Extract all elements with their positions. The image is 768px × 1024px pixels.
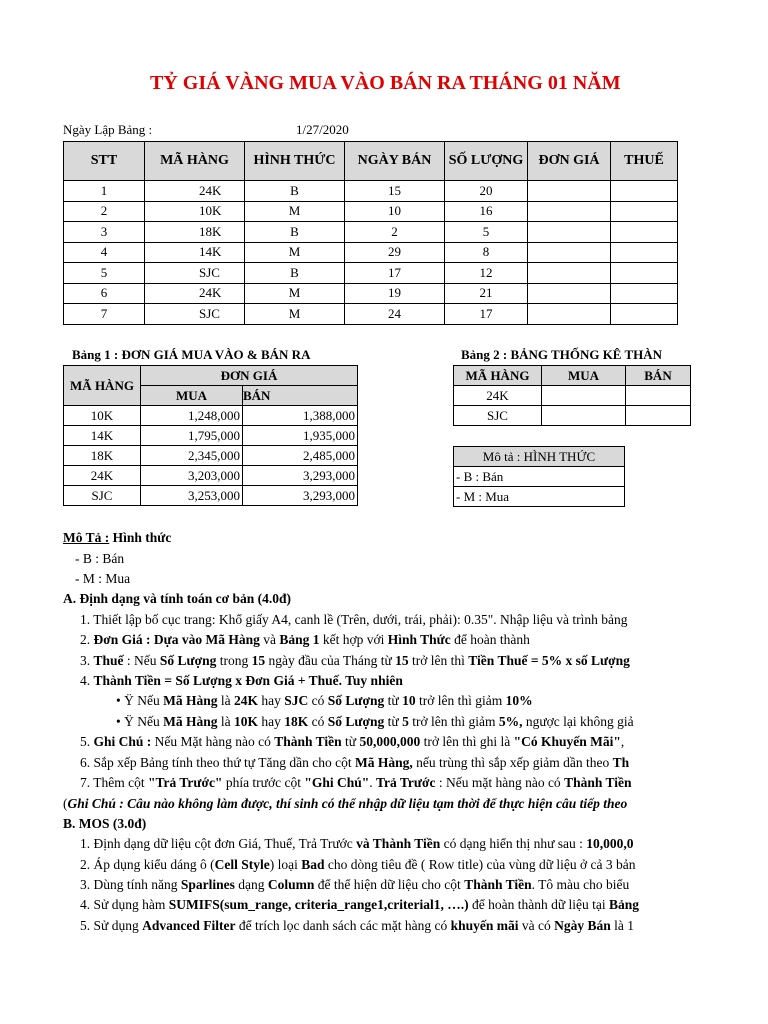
table1-caption: Bảng 1 : ĐƠN GIÁ MUA VÀO & BÁN RA: [72, 347, 311, 362]
main-table-row: [64, 242, 678, 263]
mota-heading: Mô Tả :: [63, 530, 110, 545]
main-cell: 1: [64, 181, 145, 202]
main-cell: 20: [445, 181, 528, 202]
price-code-cell: 18K: [64, 446, 141, 466]
price-code-cell: 10K: [64, 406, 141, 426]
price-value-cell: 1,248,000: [141, 406, 243, 426]
mota-b: - B : Bán: [75, 551, 125, 566]
main-cell: 24: [345, 304, 445, 325]
section-a-item7: 7. Thêm cột "Trả Trước" phía trước cột "Ghi Chú". Trả Trước : Nếu mặt hàng nào có Thành Tiền: [80, 775, 632, 790]
main-cell: [611, 201, 678, 222]
t2-header-ma-hang: MÃ HÀNG: [454, 366, 542, 386]
main-cell: 24K: [145, 283, 245, 304]
section-a-item1: 1. Thiết lập bố cục trang: Khổ giấy A4, canh lề (Trên, dưới, trái, phải): 0.35". Nhập liệu và trình bảng: [80, 612, 628, 627]
price-value-cell: 3,293,000: [243, 466, 358, 486]
main-table-header-row: [64, 142, 678, 181]
main-table-row: [64, 283, 678, 304]
section-b-item2: 2. Áp dụng kiểu dáng ô (Cell Style) loại Bad cho dòng tiêu đề ( Row title) của vùng dữ liệu ở cả 3 bản: [80, 857, 636, 872]
t1-header-ban: BÁN: [243, 386, 358, 406]
t3-row-m: - M : Mua: [454, 487, 625, 507]
main-cell: [528, 263, 611, 284]
main-cell: 14K: [145, 242, 245, 263]
main-cell: [611, 283, 678, 304]
price-value-cell: 3,253,000: [141, 486, 243, 506]
col-header-stt: STT: [64, 142, 145, 181]
section-a-bullet1: • Ÿ Nếu Mã Hàng là 24K hay SJC có Số Lượng từ 10 trở lên thì giảm 10%: [116, 693, 533, 708]
main-table-row: [64, 201, 678, 222]
stats-table-row: [454, 386, 691, 406]
section-a-heading: A. Định dạng và tính toán cơ bản (4.0đ): [63, 591, 292, 606]
main-cell: 2: [64, 201, 145, 222]
main-cell: 3: [64, 222, 145, 243]
main-cell: 15: [345, 181, 445, 202]
section-b-item1: 1. Định dạng dữ liệu cột đơn Giá, Thuế, Trả Trước và Thành Tiền có dạng hiển thị như sau : 10,000,0: [80, 836, 634, 851]
main-cell: [528, 304, 611, 325]
price-value-cell: 2,485,000: [243, 446, 358, 466]
price-value-cell: 2,345,000: [141, 446, 243, 466]
table2-caption: Bảng 2 : BẢNG THỐNG KÊ THÀN: [461, 347, 663, 362]
t1-header-mua: MUA: [141, 386, 243, 406]
main-cell: 19: [345, 283, 445, 304]
section-a-note: (Ghi Chú : Câu nào không làm được, thí sinh có thể nhập dữ liệu tạm thời để thực hiện câu tiếp theo: [63, 796, 628, 811]
main-cell: [528, 283, 611, 304]
t2-header-ban: BÁN: [626, 366, 691, 386]
t2-header-mua: MUA: [542, 366, 626, 386]
price-code-cell: 14K: [64, 426, 141, 446]
main-cell: M: [245, 242, 345, 263]
section-a-item2: 2. Đơn Giá : Dựa vào Mã Hàng và Bảng 1 kết hợp với Hình Thức để hoàn thành: [80, 632, 530, 647]
main-cell: [528, 181, 611, 202]
price-table: [63, 365, 358, 506]
col-header-ngay-ban: NGÀY BÁN: [345, 142, 445, 181]
price-table-row: [64, 466, 358, 486]
main-cell: 2: [345, 222, 445, 243]
col-header-don-gia: ĐƠN GIÁ: [528, 142, 611, 181]
main-cell: 29: [345, 242, 445, 263]
main-cell: 8: [445, 242, 528, 263]
main-cell: [528, 201, 611, 222]
main-cell: M: [245, 201, 345, 222]
price-code-cell: SJC: [64, 486, 141, 506]
price-value-cell: 3,203,000: [141, 466, 243, 486]
stats-empty-cell: [542, 386, 626, 406]
price-value-cell: 1,795,000: [141, 426, 243, 446]
main-cell: 5: [64, 263, 145, 284]
main-table-row: [64, 181, 678, 202]
price-table-row: [64, 486, 358, 506]
mota-heading-line: [63, 530, 171, 546]
stats-code-cell: SJC: [454, 406, 542, 426]
main-cell: 12: [445, 263, 528, 284]
main-cell: 10: [345, 201, 445, 222]
main-cell: B: [245, 222, 345, 243]
main-cell: 16: [445, 201, 528, 222]
main-cell: 4: [64, 242, 145, 263]
sheet-title: TỶ GIÁ VÀNG MUA VÀO BÁN RA THÁNG 01 NĂM: [150, 72, 621, 94]
main-cell: [611, 242, 678, 263]
section-a-item6: 6. Sắp xếp Bảng tính theo thứ tự Tăng dần cho cột Mã Hàng, nếu trùng thì sắp xếp giảm dần theo Th: [80, 755, 630, 770]
col-header-hinh-thuc: HÌNH THỨC: [245, 142, 345, 181]
price-table-row: [64, 406, 358, 426]
main-cell: M: [245, 304, 345, 325]
main-cell: [528, 222, 611, 243]
stats-code-cell: 24K: [454, 386, 542, 406]
main-cell: M: [245, 283, 345, 304]
main-cell: 18K: [145, 222, 245, 243]
mota-m: - M : Mua: [75, 571, 131, 586]
main-cell: 17: [345, 263, 445, 284]
main-cell: [611, 222, 678, 243]
price-table-row: [64, 426, 358, 446]
t3-row-b: - B : Bán: [454, 467, 625, 487]
main-cell: 21: [445, 283, 528, 304]
main-cell: 10K: [145, 201, 245, 222]
section-b-item5: 5. Sử dụng Advanced Filter để trích lọc danh sách các mặt hàng có khuyến mãi và có Ngày Bán là 1: [80, 918, 635, 933]
main-cell: 24K: [145, 181, 245, 202]
price-value-cell: 1,935,000: [243, 426, 358, 446]
main-cell: B: [245, 263, 345, 284]
date-value: 1/27/2020: [296, 122, 349, 137]
main-table: [63, 141, 678, 325]
price-table-row: [64, 446, 358, 466]
date-label: Ngày Lập Bảng :: [63, 122, 153, 137]
t1-header-don-gia: ĐƠN GIÁ: [141, 366, 358, 386]
section-a-bullet2: • Ÿ Nếu Mã Hàng là 10K hay 18K có Số Lượng từ 5 trở lên thì giảm 5%, ngược lại không giả: [116, 714, 634, 729]
stats-empty-cell: [626, 406, 691, 426]
main-cell: [611, 263, 678, 284]
price-code-cell: 24K: [64, 466, 141, 486]
main-cell: 7: [64, 304, 145, 325]
stats-empty-cell: [626, 386, 691, 406]
main-cell: SJC: [145, 263, 245, 284]
main-cell: 17: [445, 304, 528, 325]
section-b-item4: 4. Sử dụng hàm SUMIFS(sum_range, criteria_range1,criterial1, ….) để hoàn thành dữ liệu tại Bảng: [80, 897, 640, 912]
section-b-heading: B. MOS (3.0đ): [63, 816, 147, 831]
hinh-thuc-table: [453, 446, 625, 507]
t1-header-ma-hang: MÃ HÀNG: [64, 366, 141, 406]
main-table-row: [64, 263, 678, 284]
main-cell: B: [245, 181, 345, 202]
main-cell: [528, 242, 611, 263]
main-cell: [611, 181, 678, 202]
section-a-item5: 5. Ghi Chú : Nếu Mặt hàng nào có Thành Tiền từ 50,000,000 trở lên thì ghi là "Có Khuyến Mãi",: [80, 734, 625, 749]
stats-table-row: [454, 406, 691, 426]
section-a-item4: 4. Thành Tiền = Số Lượng x Đơn Giá + Thuế. Tuy nhiên: [80, 673, 403, 688]
col-header-so-luong: SỐ LƯỢNG: [445, 142, 528, 181]
price-value-cell: 3,293,000: [243, 486, 358, 506]
main-cell: SJC: [145, 304, 245, 325]
stats-empty-cell: [542, 406, 626, 426]
main-table-row: [64, 304, 678, 325]
stats-table: [453, 365, 691, 426]
price-value-cell: 1,388,000: [243, 406, 358, 426]
main-cell: 6: [64, 283, 145, 304]
col-header-ma-hang: MÃ HÀNG: [145, 142, 245, 181]
section-b-item3: 3. Dùng tính năng Sparlines dạng Column để thể hiện dữ liệu cho cột Thành Tiền. Tô màu cho biểu: [80, 877, 630, 892]
t3-title: Mô tả : HÌNH THỨC: [454, 447, 625, 467]
col-header-thue: THUẾ: [611, 142, 678, 181]
main-cell: [611, 304, 678, 325]
main-cell: 5: [445, 222, 528, 243]
main-table-row: [64, 222, 678, 243]
mota-heading-rest: Hình thức: [109, 530, 172, 545]
section-a-item3: 3. Thuế : Nếu Số Lượng trong 15 ngày đầu của Tháng từ 15 trở lên thì Tiền Thuế = 5% x số Lượng: [80, 653, 630, 668]
